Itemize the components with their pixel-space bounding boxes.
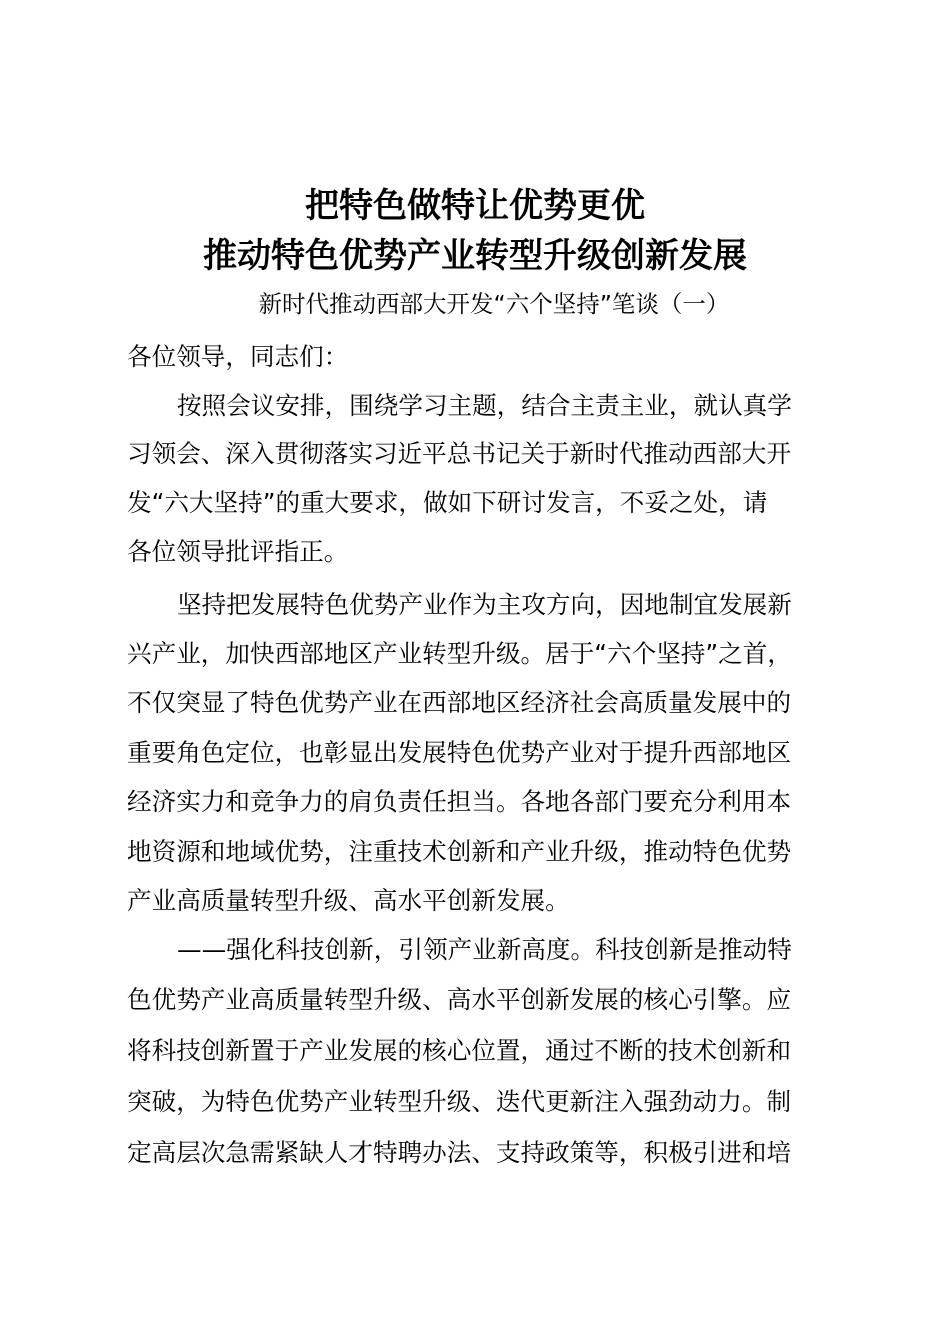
- paragraph-2-line-3: 不仅突显了特色优势产业在西部地区经济社会高质量发展中的: [127, 688, 792, 717]
- title-line-1: 把特色做特让优势更优: [305, 186, 645, 226]
- paragraph-1-line-2: 习领会、深入贯彻落实习近平总书记关于新时代推动西部大开: [127, 439, 792, 468]
- paragraph-3-line-1: ——强化科技创新，引领产业新高度。科技创新是推动特: [177, 935, 792, 964]
- subtitle: 新时代推动西部大开发“六个坚持”笔谈（一）: [258, 290, 730, 318]
- title-line-2: 推动特色优势产业转型升级创新发展: [203, 236, 747, 276]
- paragraph-3-line-3: 将科技创新置于产业发展的核心位置，通过不断的技术创新和: [127, 1036, 792, 1065]
- paragraph-2-line-5: 经济实力和竞争力的肩负责任担当。各地各部门要充分利用本: [127, 787, 792, 816]
- paragraph-1-line-1: 按照会议安排，围绕学习主题，结合主责主业，就认真学: [177, 391, 792, 420]
- paragraph-3-line-2: 色优势产业高质量转型升级、高水平创新发展的核心引擎。应: [127, 985, 792, 1014]
- paragraph-2-line-4: 重要角色定位，也彰显出发展特色优势产业对于提升西部地区: [127, 738, 792, 767]
- paragraph-2-line-6: 地资源和地域优势，注重技术创新和产业升级，推动特色优势: [127, 837, 792, 866]
- salutation: 各位领导，同志们：: [127, 342, 349, 371]
- paragraph-2-line-1: 坚持把发展特色优势产业作为主攻方向，因地制宜发展新: [177, 590, 792, 619]
- paragraph-2-line-2: 兴产业，加快西部地区产业转型升级。居于“六个坚持”之首，: [127, 639, 792, 668]
- paragraph-3-line-4: 突破，为特色优势产业转型升级、迭代更新注入强劲动力。制: [127, 1087, 792, 1116]
- paragraph-2-line-7: 产业高质量转型升级、高水平创新发展。: [127, 886, 570, 915]
- paragraph-1-line-3: 发“六大坚持”的重大要求，做如下研讨发言，不妥之处，请: [127, 488, 768, 517]
- paragraph-3-line-5: 定高层次急需紧缺人才特聘办法、支持政策等，积极引进和培: [127, 1138, 792, 1167]
- paragraph-1-line-4: 各位领导批评指正。: [127, 537, 349, 566]
